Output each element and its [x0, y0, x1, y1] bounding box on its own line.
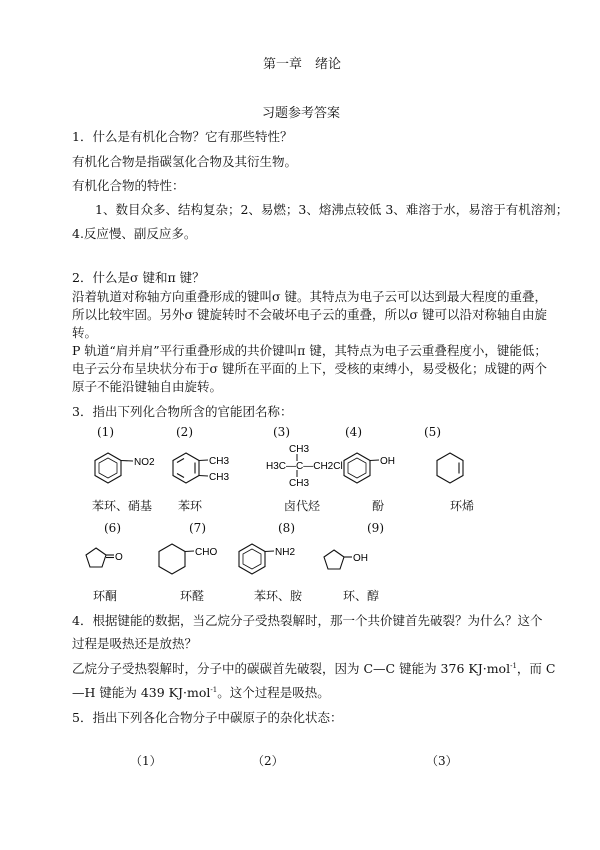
compound-number: (3) — [273, 425, 290, 439]
ketone-o-label: O — [115, 552, 123, 563]
q4-answer-line2 — [72, 683, 330, 701]
compound-number: (9) — [367, 521, 384, 535]
chapter-title: 第一章 绪论 — [263, 57, 342, 72]
compound-number: (2) — [176, 425, 193, 439]
functional-group-name: 苯环、胺 — [254, 589, 303, 603]
q1-answer-line1: 有机化合物是指碳氢化合物及其衍生物。 — [72, 154, 298, 169]
ch3-top-label: CH3 — [209, 456, 230, 467]
q1-answer-line3: 1、数目众多、结构复杂；2、易燃；3、熔沸点较低 3、难溶于水，易溶于有机溶剂； — [95, 202, 569, 217]
cho-label: CHO — [195, 547, 218, 558]
oh9-label: OH — [353, 553, 368, 564]
compound-number: (8) — [278, 521, 295, 535]
functional-group-name: 酚 — [372, 499, 385, 513]
q4-question-line2: 过程是吸热还是放热？ — [72, 636, 198, 651]
cyclohexanecarbaldehyde-structure — [159, 544, 194, 574]
q2-question: 2．什么是σ 键和π 键？ — [72, 270, 205, 285]
compound-number: (4) — [345, 425, 362, 439]
q2-line: 电子云分布呈块状分布于σ 键所在平面的上下，受核的束缚小，易受极化；成键的两个 — [72, 361, 548, 376]
oh-label: OH — [380, 456, 395, 467]
q5-question: 5．指出下列各化合物分子中碳原子的杂化状态： — [72, 710, 343, 725]
nh2-label: NH2 — [275, 547, 296, 558]
functional-group-name: 苯环、硝基 — [92, 499, 153, 513]
functional-group-name: 环酮 — [93, 589, 118, 603]
xylene-structure — [173, 453, 208, 483]
c3-ch3-top-label: CH3 — [289, 444, 310, 455]
c3-ch3-bottom-label: CH3 — [289, 478, 310, 489]
functional-group-name: 环醛 — [180, 589, 205, 603]
q5-number: （3） — [426, 754, 458, 768]
q4-answer-line1 — [72, 659, 555, 677]
q4-answer-line2-end: 。这个过程是吸热。 — [217, 685, 330, 700]
functional-group-name: 苯环 — [178, 499, 203, 513]
q4-answer-line1-text: 乙烷分子受热裂解时，分子中的碳碳首先破裂，因为 C—C 键能为 376 KJ·mol — [72, 661, 511, 676]
cyclohexene-structure — [437, 453, 463, 483]
compound-number: (1) — [97, 425, 114, 439]
cyclopentanol-structure — [324, 550, 352, 569]
q4-answer-line2-text: —H 键能为 439 KJ·mol — [72, 685, 211, 700]
q4-question-line1: 4．根据键能的数据，当乙烷分子受热裂解时，那一个共价键首先破裂？为什么？这个 — [72, 613, 543, 628]
q2-line: P 轨道“肩并肩”平行重叠形成的共价键叫π 键，其特点为电子云重叠程度小，键能低； — [72, 343, 547, 358]
phenol-structure — [344, 453, 379, 483]
q2-line: 所以比较牢固。另外σ 键旋转时不会破坏电子云的重叠，所以σ 键可以沿对称轴自由旋 — [72, 307, 548, 322]
q4-answer-line2-sup: -1 — [210, 685, 218, 694]
no2-label: NO2 — [134, 457, 155, 468]
q1-question: 1．什么是有机化合物？它有那些特性？ — [72, 129, 293, 144]
q1-answer-line4: 4.反应慢、副反应多。 — [72, 226, 197, 241]
q2-line: 沿着轨道对称轴方向重叠形成的键叫σ 键。其特点为电子云可以达到最大程度的重叠， — [72, 289, 548, 304]
q4-answer-line1-end: ，而 C — [516, 661, 556, 676]
functional-group-name: 环烯 — [450, 499, 475, 513]
c3-main-label: H3C—C—CH2Cl — [266, 461, 343, 472]
functional-group-name: 环、醇 — [343, 589, 380, 603]
compound-number: (6) — [104, 521, 121, 535]
q4-answer-line1-sup: -1 — [510, 661, 517, 670]
q5-number: （1） — [130, 754, 162, 768]
nitrobenzene-structure — [95, 453, 133, 483]
page-subtitle: 习题参考答案 — [262, 106, 341, 121]
ch3-bottom-label: CH3 — [209, 472, 230, 483]
cyclopentanone-structure — [86, 548, 114, 567]
compound-number: (7) — [189, 521, 206, 535]
q1-answer-line2: 有机化合物的特性： — [72, 178, 185, 193]
q2-line: 原子不能沿键轴自由旋转。 — [72, 379, 223, 394]
compound-number: (5) — [424, 425, 441, 439]
q5-number: （2） — [252, 754, 284, 768]
q2-line: 转。 — [72, 325, 98, 340]
q3-question: 3．指出下列化合物所含的官能团名称： — [72, 404, 293, 419]
aniline-structure — [239, 544, 274, 574]
functional-group-name: 卤代烃 — [284, 499, 321, 513]
structures-row1 — [0, 440, 600, 500]
structures-row2 — [0, 538, 600, 588]
